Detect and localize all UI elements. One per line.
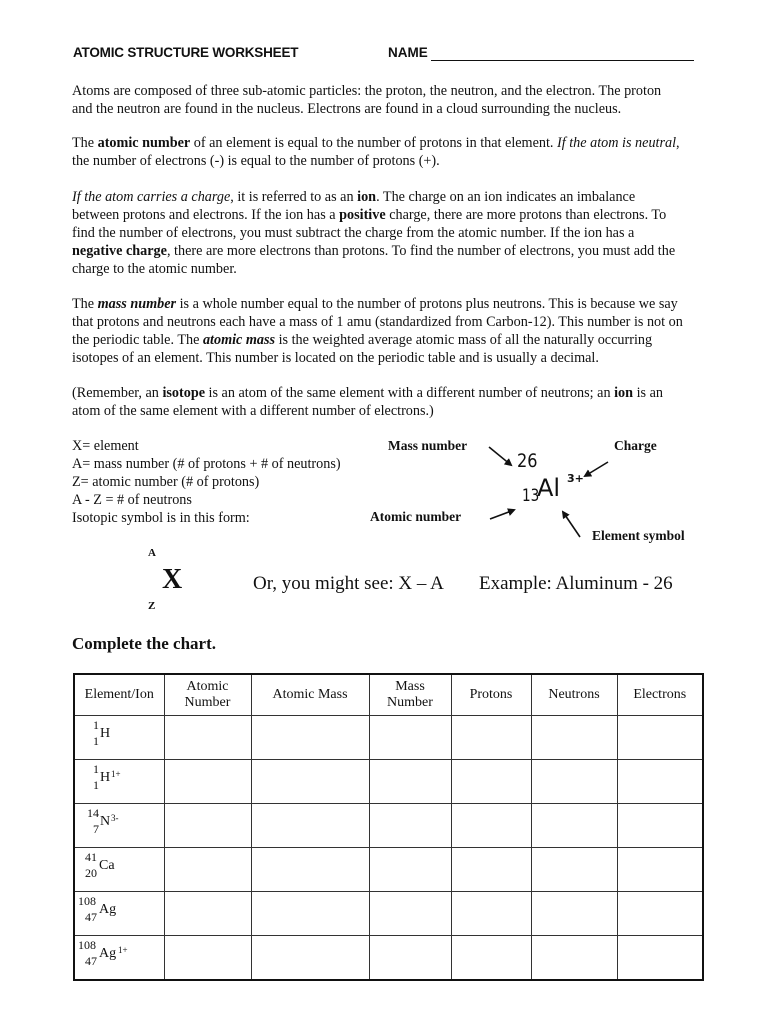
term-isotope: isotope	[162, 385, 205, 401]
notation-example: Example: Aluminum - 26	[479, 573, 673, 594]
atomic-mass-input-cell[interactable]	[251, 804, 369, 848]
charge-label: Charge	[614, 438, 657, 453]
protons-input-cell[interactable]	[451, 804, 531, 848]
legend-form: Isotopic symbol is in this form:	[72, 510, 250, 526]
term-atomic-number: atomic number	[97, 135, 191, 151]
text-line: between protons and electrons. If the ion has a positive charge, there are more protons than electrons. To	[72, 207, 667, 223]
diagram-element-symbol: Al	[537, 474, 561, 502]
atomic-mass-input-cell[interactable]	[251, 716, 369, 760]
diagram-mass-number: 26	[517, 450, 538, 472]
atomic-mass-input-cell[interactable]	[251, 848, 369, 892]
isotope-symbol: 1 1 H	[93, 718, 111, 748]
atomic-number-input-cell[interactable]	[164, 848, 251, 892]
text-line: that protons and neutrons each have a mass of 1 amu (standardized from Carbon-12). This number is not on	[72, 314, 683, 330]
neutrons-input-cell[interactable]	[531, 760, 617, 804]
atomic-mass-input-cell[interactable]	[251, 936, 369, 981]
term-positive: positive	[339, 207, 386, 223]
notation-alternative: Or, you might see: X – A	[253, 573, 444, 594]
text-line: (Remember, an isotope is an atom of the same element with a different number of neutrons; an ion is an	[72, 385, 663, 401]
mass-number-input-cell[interactable]	[369, 716, 451, 760]
legend-a-minus-z: A - Z = # of neutrons	[72, 492, 192, 508]
diagram-charge: 3+	[567, 472, 584, 485]
column-header-mass-number: Mass Number	[369, 674, 451, 716]
electrons-input-cell[interactable]	[617, 716, 703, 760]
atomic-number-input-cell[interactable]	[164, 892, 251, 936]
notation-element-symbol: X	[162, 564, 183, 595]
neutrons-input-cell[interactable]	[531, 892, 617, 936]
element-ion-cell	[74, 848, 164, 892]
protons-input-cell[interactable]	[451, 848, 531, 892]
text-line: isotopes of an element. This number is located on the periodic table and is usually a decimal.	[72, 350, 599, 366]
electrons-input-cell[interactable]	[617, 936, 703, 981]
atomic-mass-input-cell[interactable]	[251, 760, 369, 804]
column-header-atomic-mass: Atomic Mass	[251, 674, 369, 716]
term-atomic-mass: atomic mass	[202, 332, 276, 348]
table-header-row	[74, 674, 703, 716]
term-negative-charge: negative charge	[72, 243, 167, 259]
arrow-icon	[489, 447, 608, 537]
element-ion-cell	[74, 804, 164, 848]
text-line: find the number of electrons, you must subtract the charge from the atomic number. If the ion has a	[72, 225, 635, 241]
worksheet-title: ATOMIC STRUCTURE WORKSHEET	[73, 45, 299, 60]
isotope-symbol: 1 1 H 1+	[93, 762, 121, 792]
mass-number-input-cell[interactable]	[369, 892, 451, 936]
element-ion-cell	[74, 892, 164, 936]
text-line: If the atom carries a charge, it is referred to as an ion. The charge on an ion indicates an imbalance	[72, 189, 636, 205]
protons-input-cell[interactable]	[451, 936, 531, 981]
atomic-number-input-cell[interactable]	[164, 936, 251, 981]
text-line: the number of electrons (-) is equal to the number of protons (+).	[72, 153, 440, 169]
mass-number-input-cell[interactable]	[369, 760, 451, 804]
table-row	[74, 936, 703, 981]
text-line: Atoms are composed of three sub-atomic particles: the proton, the neutron, and the electron. The proton	[72, 83, 662, 99]
mass-number-input-cell[interactable]	[369, 848, 451, 892]
column-header-element-ion: Element/Ion	[74, 674, 164, 716]
diagram-atomic-number: 13	[522, 486, 540, 506]
mass-number-input-cell[interactable]	[369, 936, 451, 981]
table-row	[74, 848, 703, 892]
table-row	[74, 892, 703, 936]
column-header-neutrons: Neutrons	[531, 674, 617, 716]
isotope-symbol: 14 7 N 3-	[87, 806, 119, 836]
table-row	[74, 760, 703, 804]
electrons-input-cell[interactable]	[617, 804, 703, 848]
isotope-symbol: 41 20 Ca	[85, 850, 115, 880]
neutrons-input-cell[interactable]	[531, 804, 617, 848]
mass-number-label: Mass number	[388, 438, 468, 453]
text-line: the periodic table. The atomic mass is the weighted average atomic mass of all the naturally occurring	[72, 332, 653, 348]
text-line: negative charge, there are more electrons than protons. To find the number of electrons, you must add the	[72, 243, 676, 259]
protons-input-cell[interactable]	[451, 716, 531, 760]
protons-input-cell[interactable]	[451, 892, 531, 936]
column-header-atomic-number: Atomic Number	[164, 674, 251, 716]
protons-input-cell[interactable]	[451, 760, 531, 804]
neutrons-input-cell[interactable]	[531, 716, 617, 760]
atomic-number-input-cell[interactable]	[164, 760, 251, 804]
atomic-number-input-cell[interactable]	[164, 716, 251, 760]
electrons-input-cell[interactable]	[617, 848, 703, 892]
atomic-number-input-cell[interactable]	[164, 804, 251, 848]
element-ion-cell	[74, 760, 164, 804]
term-ion: ion	[357, 189, 377, 205]
name-label: NAME	[388, 45, 428, 60]
column-header-electrons: Electrons	[617, 674, 703, 716]
chart-title: Complete the chart.	[72, 634, 216, 653]
neutrons-input-cell[interactable]	[531, 848, 617, 892]
table-row	[74, 716, 703, 760]
legend-z: Z= atomic number (# of protons)	[72, 474, 260, 490]
neutrons-input-cell[interactable]	[531, 936, 617, 981]
element-symbol-label: Element symbol	[592, 528, 685, 543]
text-line: The atomic number of an element is equal to the number of protons in that element. If the atom is neutral,	[72, 135, 680, 151]
table-row	[74, 804, 703, 848]
electrons-input-cell[interactable]	[617, 760, 703, 804]
notation-atomic-symbol: Z	[148, 600, 156, 612]
text-line: and the neutron are found in the nucleus. Electrons are found in a cloud surrounding the nucleus.	[72, 101, 622, 117]
atomic-mass-input-cell[interactable]	[251, 892, 369, 936]
text-line: The mass number is a whole number equal to the number of protons plus neutrons. This is because we say	[72, 296, 678, 312]
text-line: atom of the same element with a different number of electrons.)	[72, 403, 434, 419]
legend-a: A= mass number (# of protons + # of neutrons)	[72, 456, 341, 472]
text-line: charge to the atomic number.	[72, 261, 237, 277]
mass-number-input-cell[interactable]	[369, 804, 451, 848]
legend-x: X= element	[72, 438, 139, 454]
isotope-symbol: 108 47 Ag	[78, 894, 117, 924]
worksheet-chart	[73, 673, 704, 981]
term-ion: ion	[614, 385, 634, 401]
column-header-protons: Protons	[451, 674, 531, 716]
isotope-symbol: 108 47 Ag 1+	[78, 938, 128, 968]
element-ion-cell	[74, 716, 164, 760]
atomic-number-label: Atomic number	[370, 509, 462, 524]
notation-mass-symbol: A	[148, 547, 156, 559]
electrons-input-cell[interactable]	[617, 892, 703, 936]
element-ion-cell	[74, 936, 164, 981]
term-mass-number: mass number	[97, 296, 177, 312]
